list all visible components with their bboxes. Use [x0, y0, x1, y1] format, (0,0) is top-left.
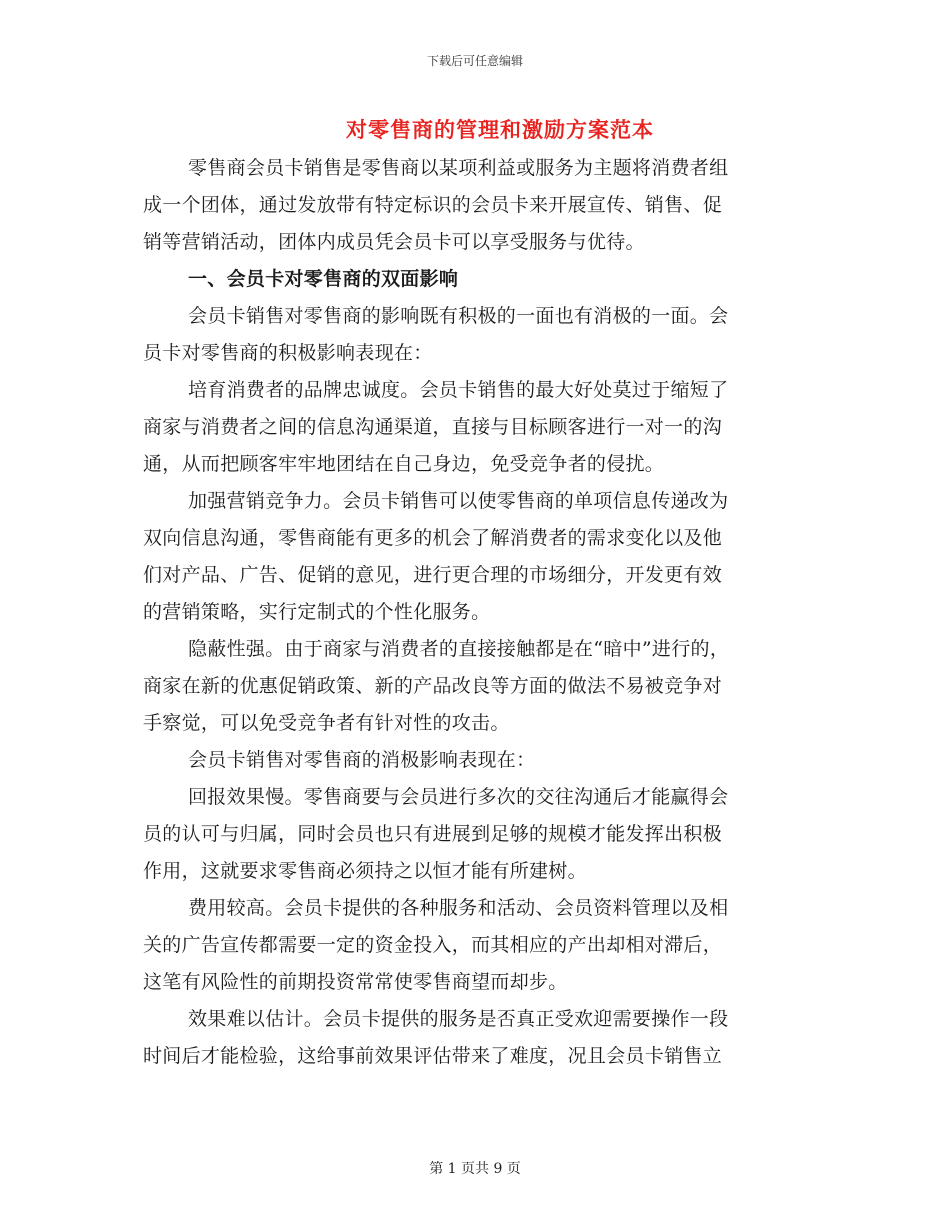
- document-title: 对零售商的管理和激励方案范本: [346, 117, 654, 142]
- paragraph-line: 时间后才能检验，这给事前效果评估带来了难度，况且会员卡销售立: [143, 1045, 723, 1067]
- paragraph-line: 双向信息沟通，零售商能有更多的机会了解消费者的需求变化以及他: [143, 527, 723, 549]
- paragraph-line: 作用，这就要求零售商必须持之以恒才能有所建树。: [143, 860, 587, 882]
- paragraph-line: 这笔有风险性的前期投资常常使零售商望而却步。: [143, 971, 568, 993]
- page-number: 第 1 页共 9 页: [429, 1161, 521, 1177]
- paragraph-line: 商家在新的优惠促销政策、新的产品改良等方面的做法不易被竞争对: [143, 675, 723, 697]
- paragraph-line: 的营销策略，实行定制式的个性化服务。: [143, 601, 491, 623]
- paragraph-line: 手察觉，可以免受竞争者有针对性的攻击。: [143, 712, 510, 734]
- paragraph-line: 会员卡销售对零售商的消极影响表现在：: [188, 749, 536, 771]
- header-note: 下载后可任意编辑: [426, 54, 523, 68]
- paragraph-line: 商家与消费者之间的信息沟通渠道，直接与目标顾客进行一对一的沟: [143, 416, 723, 438]
- paragraph-line: 隐蔽性强。由于商家与消费者的直接接触都是在“暗中”进行的，: [188, 638, 730, 660]
- paragraph-line: 零售商会员卡销售是零售商以某项利益或服务为主题将消费者组: [188, 157, 729, 179]
- paragraph-line: 回报效果慢。零售商要与会员进行多次的交往沟通后才能赢得会: [188, 786, 729, 808]
- paragraph-line: 培育消费者的品牌忠诚度。会员卡销售的最大好处莫过于缩短了: [188, 379, 729, 401]
- paragraph-line: 员卡对零售商的积极影响表现在：: [143, 342, 433, 364]
- paragraph-line: 员的认可与归属，同时会员也只有进展到足够的规模才能发挥出积极: [143, 823, 723, 845]
- document-body: [143, 150, 803, 1075]
- paragraph-line: 加强营销竞争力。会员卡销售可以使零售商的单项信息传递改为: [188, 490, 729, 512]
- paragraph-line: 们对产品、广告、促销的意见，进行更合理的市场细分，开发更有效: [143, 564, 723, 586]
- paragraph-line: 关的广告宣传都需要一定的资金投入，而其相应的产出却相对滞后，: [143, 934, 723, 956]
- paragraph-line: 费用较高。会员卡提供的各种服务和活动、会员资料管理以及相: [188, 897, 729, 919]
- paragraph-line: 会员卡销售对零售商的影响既有积极的一面也有消极的一面。会: [188, 305, 729, 327]
- section-heading: 一、会员卡对零售商的双面影响: [188, 268, 459, 290]
- paragraph-line: 成一个团体，通过发放带有特定标识的会员卡来开展宣传、销售、促: [143, 194, 723, 216]
- paragraph-line: 通，从而把顾客牢牢地团结在自己身边，免受竞争者的侵扰。: [143, 453, 665, 475]
- paragraph-line: 效果难以估计。会员卡提供的服务是否真正受欢迎需要操作一段: [188, 1008, 729, 1030]
- paragraph-line: 销等营销活动，团体内成员凭会员卡可以享受服务与优待。: [143, 231, 645, 253]
